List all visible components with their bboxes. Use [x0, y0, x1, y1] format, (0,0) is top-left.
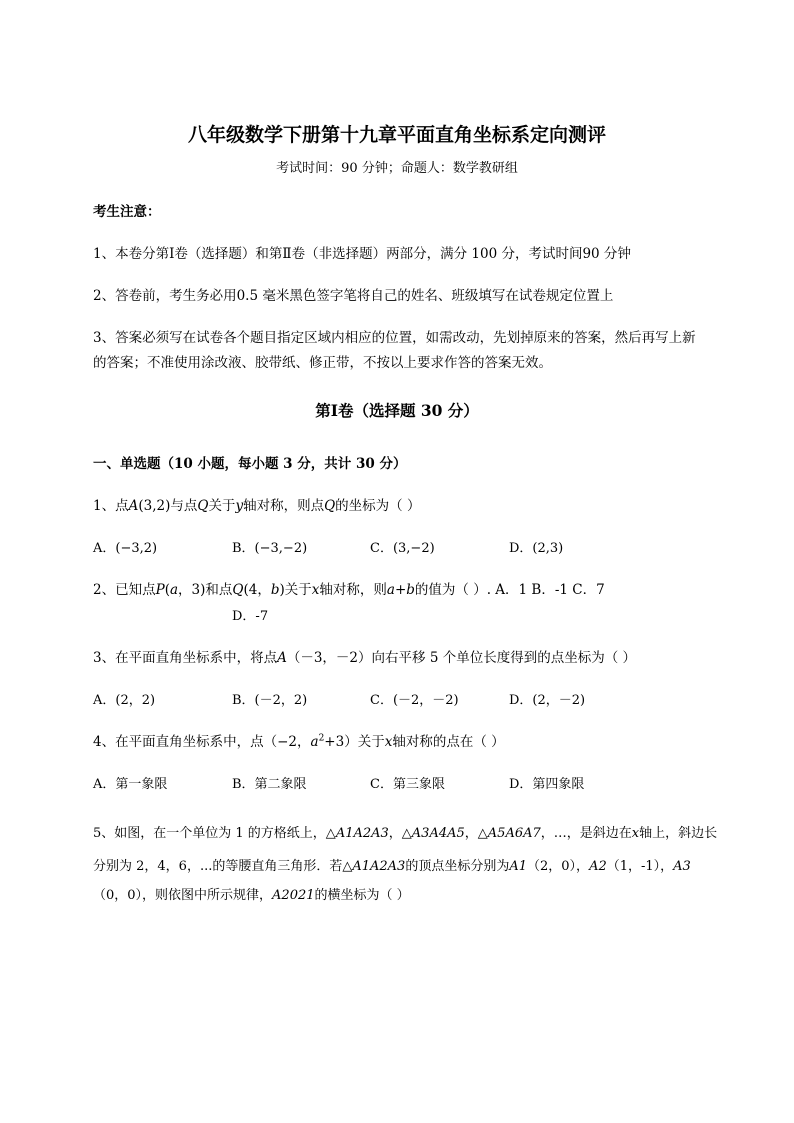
question-5-line-2: 分别为 2，4，6，...的等腰直角三角形．若△A1A2A3的顶点坐标分别为A1（2，0），A2（1，-1），A3 [93, 859, 691, 874]
q3-choice-a[interactable]: A．(2，2) [93, 693, 156, 708]
q4-choice-c[interactable]: C．第三象限 [370, 777, 445, 792]
question-5-line-1: 5、如图，在一个单位为 1 的方格纸上，△A1A2A3，△A3A4A5，△A5A6A7，…，是斜边在x轴上，斜边长 [93, 826, 718, 841]
q3-choice-d[interactable]: D．(2，－2) [509, 693, 586, 708]
q1-choice-d[interactable]: D．(2,3) [509, 541, 564, 556]
question-3: 3、在平面直角坐标系中，将点A（－3，－2）向右平移 5 个单位长度得到的点坐标为（ ） [93, 650, 636, 666]
note-item-1: 1、本卷分第Ⅰ卷（选择题）和第Ⅱ卷（非选择题）两部分，满分 100 分，考试时间90 分钟 [93, 246, 631, 262]
q1-choice-c[interactable]: C．(3,−2) [370, 541, 435, 556]
part-title: 一、单选题（10 小题，每小题 3 分，共计 30 分） [93, 456, 407, 472]
note-item-3b: 的答案；不准使用涂改液、胶带纸、修正带，不按以上要求作答的答案无效。 [93, 355, 552, 371]
q1-choice-b[interactable]: B．(−3,−2) [232, 541, 308, 556]
q1-choice-a[interactable]: A．(−3,2) [93, 541, 158, 556]
note-item-2: 2、答卷前，考生务必用0.5 毫米黑色签字笔将自己的姓名、班级填写在试卷规定位置上 [93, 288, 614, 304]
question-1: 1、点A(3,2)与点Q关于y轴对称，则点Q的坐标为（ ） [93, 498, 421, 514]
question-2: 2、已知点P(a，3)和点Q(4，b)关于x轴对称，则a+b的值为（ ）. A．1 B．-1 C．7 [93, 582, 605, 598]
q4-choice-d[interactable]: D．第四象限 [509, 777, 585, 792]
q4-choice-a[interactable]: A．第一象限 [93, 777, 168, 792]
question-5-line-3: （0，0），则依图中所示规律，A2021的横坐标为（ ） [93, 888, 410, 903]
question-4: 4、在平面直角坐标系中，点（−2，$a^2+3$）关于x轴对称的点在（ ） [93, 733, 505, 750]
page-title: 八年级数学下册第十九章平面直角坐标系定向测评 [187, 124, 606, 146]
note-item-3a: 3、答案必须写在试卷各个题目指定区域内相应的位置，如需改动，先划掉原来的答案，然后再写上新 [93, 330, 696, 346]
section-title: 第Ⅰ卷（选择题 30 分） [315, 401, 479, 420]
q2-choice-d[interactable]: D．-7 [232, 609, 269, 624]
exam-info: 考试时间：90 分钟；命题人：数学教研组 [276, 161, 518, 176]
q3-choice-b[interactable]: B．(－2，2) [232, 693, 308, 708]
q4-choice-b[interactable]: B．第二象限 [232, 777, 307, 792]
notes-heading: 考生注意： [93, 204, 161, 220]
q3-choice-c[interactable]: C．(－2，－2) [370, 693, 459, 708]
